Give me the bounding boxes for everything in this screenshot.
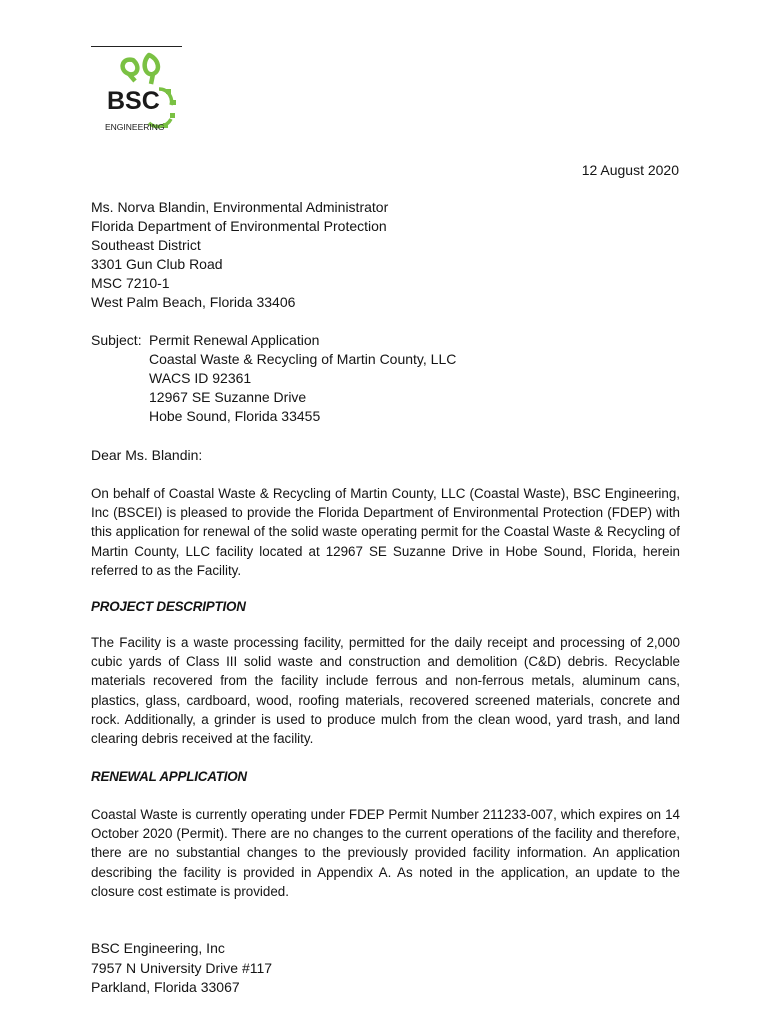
subject-label: Subject: [91,332,142,348]
letter-date: 12 August 2020 [581,162,679,178]
project-description-paragraph: The Facility is a waste processing facility, permitted for the daily receipt and processing of 2,000 cubic yards of Class III solid waste and construction and demolition (C&D) debris. Recyclable materials recovered from the facility include ferrous and non-ferrous metals, aluminum cans, plastics, glass, cardboard, wood, roofing materials, recovered screened materials, concrete and rock. Additionally, a grinder is used to produce mulch from the clean wood, yard trash, and land clearing debris received at the facility. [91,635,680,747]
renewal-application-paragraph: Coastal Waste is currently operating under FDEP Permit Number 211233-007, which expires on 14 October 2020 (Permit). There are no changes to the current operations of the facility and therefore, there are no substantial changes to the previously provided facility information. An application describing the facility is provided in Appendix A. As noted in the application, an update to the closure cost estimate is provided. [91,807,680,899]
footer-city: Parkland, Florida 33067 [91,979,240,995]
sender-address-footer [91,939,272,998]
subject-line: WACS ID 92361 [149,370,252,386]
subject-line: Hobe Sound, Florida 33455 [149,408,321,424]
logo-letters: BSC [107,87,160,115]
intro-paragraph: On behalf of Coastal Waste & Recycling of Martin County, LLC (Coastal Waste), BSC Engineering, Inc (BSCEI) is pleased to provide the Florida Department of Environmental Protection (FDEP) with this application for renewal of the solid waste operating permit for the Coastal Waste & Recycling of Martin County, LLC facility located at 12967 SE Suzanne Drive in Hobe Sound, Florida, herein referred to as the Facility. [91,486,680,578]
footer-company: BSC Engineering, Inc [91,940,225,956]
recipient-city: West Palm Beach, Florida 33406 [91,294,296,310]
leaf-logo-icon [91,47,182,141]
recipient-address-block [91,198,388,312]
recipient-district: Southeast District [91,237,201,253]
logo-wordmark: ENGINEERING [105,122,165,132]
recipient-name: Ms. Norva Blandin, Environmental Administrator [91,199,389,215]
recipient-organization: Florida Department of Environmental Protection [91,218,387,234]
subject-line: Coastal Waste & Recycling of Martin County, LLC [149,351,457,367]
bsc-engineering-logo [91,47,182,141]
subject-line: 12967 SE Suzanne Drive [149,389,307,405]
section-heading-renewal-application: RENEWAL APPLICATION [91,769,247,784]
section-heading-project-description: PROJECT DESCRIPTION [91,599,246,614]
subject-line: Permit Renewal Application [149,332,320,348]
footer-street: 7957 N University Drive #117 [91,959,273,976]
recipient-mail-stop: MSC 7210-1 [91,275,170,291]
salutation: Dear Ms. Blandin: [91,447,203,463]
recipient-street: 3301 Gun Club Road [91,256,223,272]
subject-lines [149,331,456,426]
